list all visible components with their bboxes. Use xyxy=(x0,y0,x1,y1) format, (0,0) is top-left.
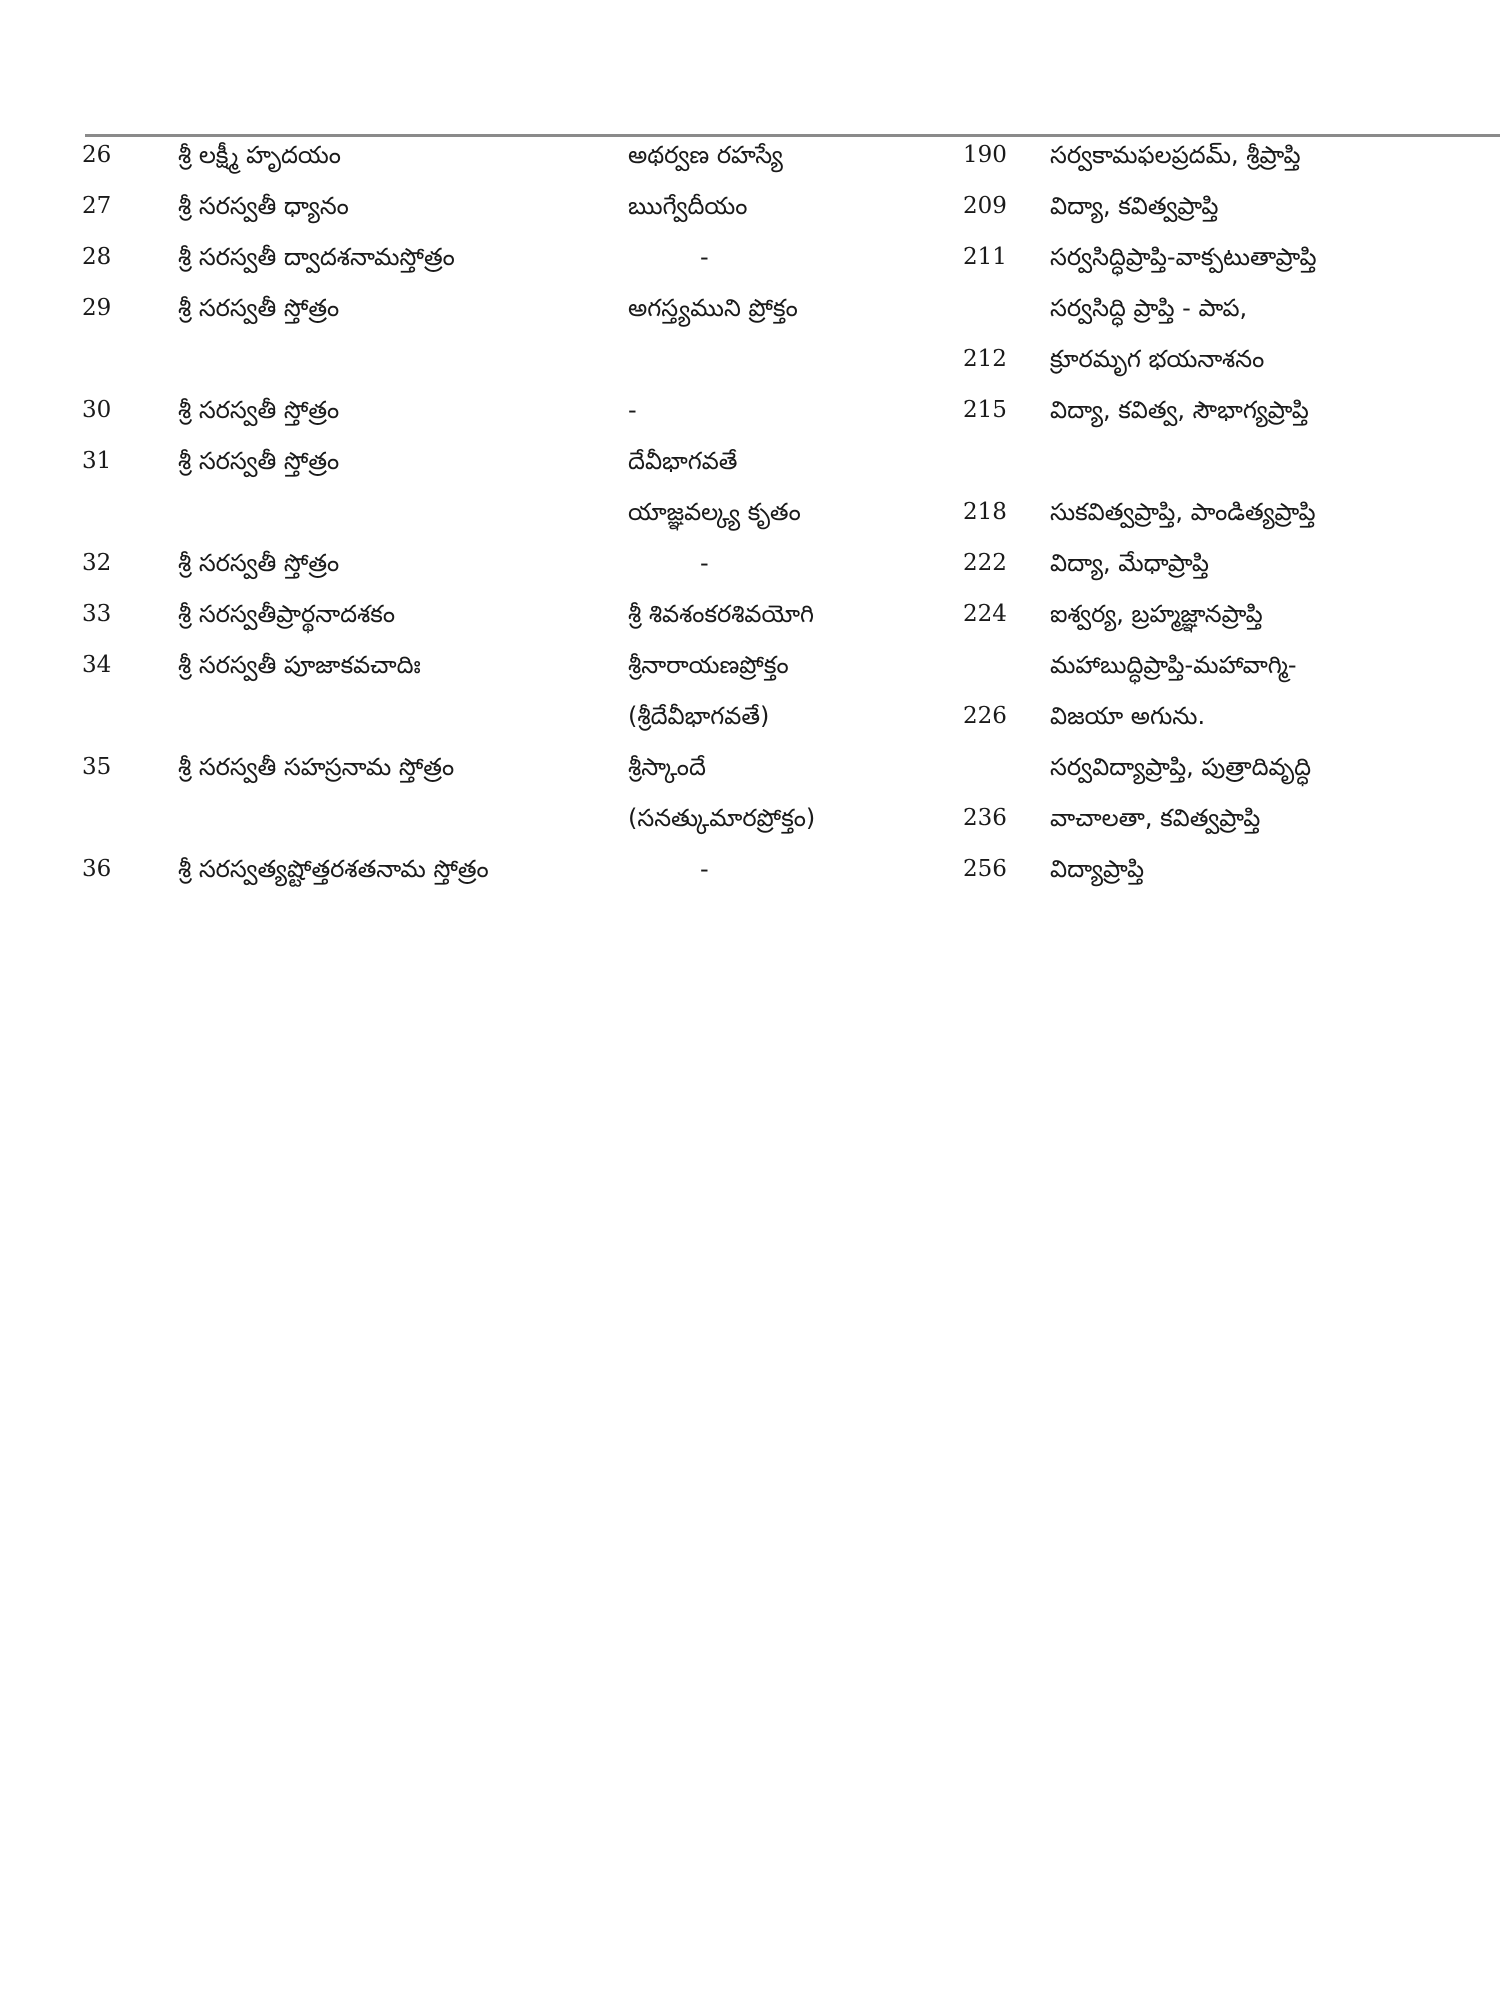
table-row xyxy=(0,750,1500,801)
benefit-text: విద్యా, కవిత్వ, సౌభాగ్యప్రాప్తి xyxy=(1050,396,1309,424)
table-row xyxy=(0,597,1500,648)
benefit-text: సర్వసిద్ధి ప్రాప్తి - పాప, xyxy=(1050,294,1248,322)
table-row xyxy=(0,852,1500,903)
stotram-name: శ్రీ సరస్వత్యష్టోత్తరశతనామ స్తోత్రం xyxy=(178,855,489,883)
table-row xyxy=(0,240,1500,291)
source-text: - xyxy=(700,243,709,271)
page-number: 218 xyxy=(963,499,1007,525)
stotram-name: శ్రీ సరస్వతీప్రార్థనాదశకం xyxy=(178,600,396,628)
source-text: శ్రీ శివశంకరశివయోగి xyxy=(628,600,815,628)
entry-number: 27 xyxy=(82,193,112,219)
benefit-text: వాచాలతా, కవిత్వప్రాప్తి xyxy=(1050,804,1261,832)
page-number: 256 xyxy=(963,856,1007,882)
benefit-text: మహాబుద్ధిప్రాప్తి-మహావాగ్మి- xyxy=(1050,651,1297,679)
stotram-name: శ్రీ సరస్వతీ ధ్యానం xyxy=(178,192,349,220)
entry-number: 26 xyxy=(82,142,112,168)
source-text: అథర్వణ రహస్యే xyxy=(628,141,783,169)
entry-number: 28 xyxy=(82,244,112,270)
benefit-text: ఐశ్వర్య, బ్రహ్మజ్ఞానప్రాప్తి xyxy=(1050,600,1263,628)
page-number: 226 xyxy=(963,703,1007,729)
stotram-name: శ్రీ సరస్వతీ ద్వాదశనామస్తోత్రం xyxy=(178,243,455,271)
table-row xyxy=(0,444,1500,495)
entry-number: 36 xyxy=(82,856,112,882)
benefit-text: విద్యాప్రాప్తి xyxy=(1050,855,1145,883)
top-rule xyxy=(85,134,1500,137)
table-row xyxy=(0,648,1500,699)
source-text: (సనత్కుమారప్రోక్తం) xyxy=(628,804,816,832)
stotram-name: శ్రీ సరస్వతీ స్తోత్రం xyxy=(178,447,340,475)
benefit-text: విద్యా, మేధాప్రాప్తి xyxy=(1050,549,1209,577)
benefit-text: విజయా అగును. xyxy=(1050,702,1206,730)
source-text: అగస్త్యముని ప్రోక్తం xyxy=(628,294,798,322)
source-text: ఋగ్వేదీయం xyxy=(628,192,748,220)
source-text: శ్రీనారాయణప్రోక్తం xyxy=(628,651,789,679)
table-row xyxy=(0,495,1500,546)
stotram-name: శ్రీ సరస్వతీ పూజాకవచాదిః xyxy=(178,651,421,679)
page-number: 222 xyxy=(963,550,1007,576)
entry-number: 34 xyxy=(82,652,112,678)
table-row xyxy=(0,801,1500,852)
page-number: 224 xyxy=(963,601,1007,627)
contents-table xyxy=(0,138,1500,903)
source-text: - xyxy=(700,855,709,883)
page-number: 190 xyxy=(963,142,1007,168)
entry-number: 32 xyxy=(82,550,112,576)
entry-number: 33 xyxy=(82,601,112,627)
stotram-name: శ్రీ లక్ష్మీ హృదయం xyxy=(178,141,341,169)
source-text: శ్రీస్కాందే xyxy=(628,753,706,781)
stotram-name: శ్రీ సరస్వతీ స్తోత్రం xyxy=(178,294,340,322)
table-row xyxy=(0,138,1500,189)
table-row xyxy=(0,699,1500,750)
source-text: - xyxy=(700,549,709,577)
source-text: దేవీభాగవతే xyxy=(628,447,738,475)
source-text: యాజ్ఞవల్క్య కృతం xyxy=(628,498,801,526)
entry-number: 29 xyxy=(82,295,112,321)
page-number: 209 xyxy=(963,193,1007,219)
entry-number: 30 xyxy=(82,397,112,423)
benefit-text: సర్వకామఫలప్రదమ్, శ్రీప్రాప్తి xyxy=(1050,141,1301,169)
source-text: (శ్రీదేవీభాగవతే) xyxy=(628,702,770,730)
stotram-name: శ్రీ సరస్వతీ స్తోత్రం xyxy=(178,396,340,424)
table-row xyxy=(0,342,1500,393)
table-row xyxy=(0,546,1500,597)
benefit-text: సర్వసిద్ధిప్రాప్తి-వాక్పటుతాప్రాప్తి xyxy=(1050,243,1317,271)
page-number: 215 xyxy=(963,397,1007,423)
page-number: 212 xyxy=(963,346,1007,372)
table-row xyxy=(0,393,1500,444)
stotram-name: శ్రీ సరస్వతీ సహస్రనామ స్తోత్రం xyxy=(178,753,455,781)
source-text: - xyxy=(628,396,637,424)
table-row xyxy=(0,189,1500,240)
benefit-text: సర్వవిద్యాప్రాప్తి, పుత్రాదివృద్ధి xyxy=(1050,753,1312,781)
benefit-text: సుకవిత్వప్రాప్తి, పాండిత్యప్రాప్తి xyxy=(1050,498,1316,526)
page-number: 236 xyxy=(963,805,1007,831)
entry-number: 31 xyxy=(82,448,112,474)
entry-number: 35 xyxy=(82,754,112,780)
benefit-text: విద్యా, కవిత్వప్రాప్తి xyxy=(1050,192,1219,220)
page-number: 211 xyxy=(963,244,1007,270)
stotram-name: శ్రీ సరస్వతీ స్తోత్రం xyxy=(178,549,340,577)
table-row xyxy=(0,291,1500,342)
benefit-text: క్రూరమృగ భయనాశనం xyxy=(1050,345,1265,373)
